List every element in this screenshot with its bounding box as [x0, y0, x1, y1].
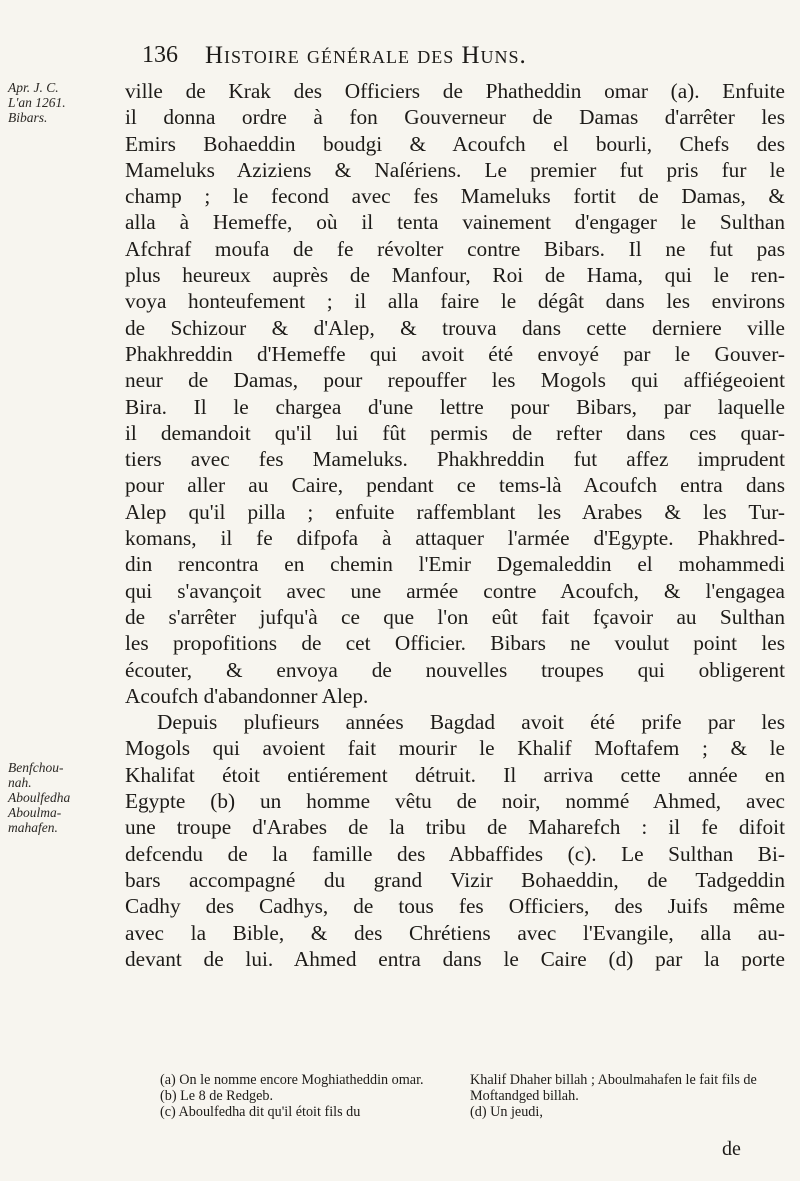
body-text — [125, 78, 785, 972]
text-line: qui s'avançoit avec une armée contre Acoufch, & l'engagea — [125, 578, 785, 603]
text-line: Acoufch d'abandonner Alep. — [125, 683, 369, 708]
text-line: plus heureux auprès de Manfour, Roi de Hama, qui le ren- — [125, 263, 785, 288]
text-line: neur de Damas, pour repouffer les Mogols qui affiégeoient — [125, 368, 785, 393]
text-line: Bira. Il le chargea d'une lettre pour Bibars, par laquelle — [125, 394, 785, 419]
text-line: Egypte (b) un homme vêtu de noir, nommé Ahmed, avec — [125, 789, 785, 814]
text-line: din rencontra en chemin l'Emir Dgemaleddin el mohammedi — [125, 552, 785, 577]
text-line: Alep qu'il pilla ; enfuite raffemblant les Arabes & les Tur- — [125, 499, 785, 524]
footnote: (a) On le nomme encore Moghiatheddin omar. — [160, 1072, 424, 1088]
margin-note: Benfchou- — [8, 760, 64, 775]
text-line: il demandoit qu'il lui fût permis de refter dans ces quar- — [125, 420, 785, 445]
text-line: Phakhreddin d'Hemeffe qui avoit été envoyé par le Gouver- — [125, 341, 785, 366]
margin-notes-top — [8, 80, 78, 125]
footnote: (c) Aboulfedha dit qu'il étoit fils du — [160, 1104, 361, 1120]
text-line: avec la Bible, & des Chrétiens avec l'Evangile, alla au- — [125, 920, 785, 945]
text-line: une troupe d'Arabes de la tribu de Maharefch : il fe difoit — [125, 815, 785, 840]
footnote: (b) Le 8 de Redgeb. — [160, 1088, 274, 1104]
text-line: Mameluks Aziziens & Naſériens. Le premier fut pris fur le — [125, 157, 785, 182]
running-title: Histoire générale des Huns. — [205, 42, 527, 69]
text-line: écouter, & envoya de nouvelles troupes qui obligerent — [125, 657, 785, 682]
text-line: Khalifat étoit entiérement détruit. Il arriva cette année en — [125, 762, 785, 787]
footnote: (d) Un jeudi, — [470, 1104, 543, 1120]
text-line: komans, il fe difpofa à attaquer l'armée d'Egypte. Phakhred- — [125, 526, 785, 551]
text-line: alla à Hemeffe, où il tenta vainement d'engager le Sulthan — [125, 210, 785, 235]
margin-note: nah. — [8, 775, 32, 790]
margin-note: L'an 1261. — [8, 95, 66, 110]
text-line: Cadhy des Cadhys, de tous fes Officiers, des Juifs même — [125, 894, 785, 919]
margin-notes-sources — [8, 760, 78, 835]
text-line: les propofitions de cet Officier. Bibars ne voulut point les — [125, 631, 785, 656]
footnotes — [160, 1072, 780, 1120]
text-line: champ ; le fecond avec fes Mameluks fortit de Damas, & — [125, 184, 785, 209]
page-header — [80, 42, 780, 70]
text-line: defcendu de la famille des Abbaffides (c). Le Sulthan Bi- — [125, 841, 785, 866]
text-line: Emirs Bohaeddin boudgi & Acoufch el bourli, Chefs des — [125, 131, 785, 156]
text-line: devant de lui. Ahmed entra dans le Caire (d) par la porte — [125, 946, 785, 971]
margin-note: Aboulma- — [8, 805, 62, 820]
page-number: 136 — [142, 42, 178, 68]
catchword: de — [722, 1138, 741, 1160]
margin-note: Apr. J. C. — [8, 80, 59, 95]
text-line: Mogols qui avoient fait mourir le Khalif Moftafem ; & le — [125, 736, 785, 761]
footnotes-left-column — [160, 1072, 470, 1120]
text-line: de s'arrêter jufqu'à ce que l'on eût fait fçavoir au Sulthan — [125, 604, 785, 629]
text-line: bars accompagné du grand Vizir Bohaeddin, de Tadgeddin — [125, 867, 785, 892]
margin-note: Aboulfedha — [8, 790, 71, 805]
text-line: voya honteufement ; il alla faire le dégât dans les environs — [125, 289, 785, 314]
margin-note: Bibars. — [8, 110, 48, 125]
text-line: Afchraf moufa de fe révolter contre Bibars. Il ne fut pas — [125, 236, 785, 261]
footnote: Khalif Dhaher billah ; Aboulmahafen le fait fils de Moftandged billah. — [470, 1072, 757, 1104]
text-line: pour aller au Caire, pendant ce tems-là Acoufch entra dans — [125, 473, 785, 498]
text-line: il donna ordre à fon Gouverneur de Damas d'arrêter les — [125, 105, 785, 130]
text-line: ville de Krak des Officiers de Phatheddin omar (a). Enfuite — [125, 79, 785, 103]
text-line: de Schizour & d'Alep, & trouva dans cette derniere ville — [125, 315, 785, 340]
text-line: Depuis plufieurs années Bagdad avoit été prife par les — [157, 710, 785, 735]
footnotes-right-column — [470, 1072, 780, 1120]
text-line: tiers avec fes Mameluks. Phakhreddin fut affez imprudent — [125, 447, 785, 472]
margin-note: mahafen. — [8, 820, 58, 835]
